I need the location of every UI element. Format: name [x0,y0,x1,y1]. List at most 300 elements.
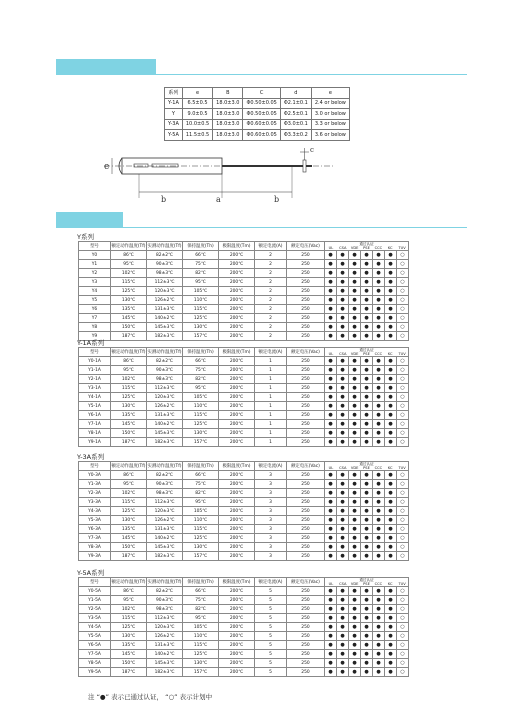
spec-row [79,650,409,659]
rated-voltage-cell: 250 [287,332,325,341]
spec-cell: 140±2℃ [147,420,183,429]
cert-approved-mark: ● [361,605,373,614]
cert-approved-mark: ● [385,332,397,341]
cert-icon: CSA [339,582,347,586]
cert-approved-mark: ● [385,489,397,498]
cert-approved-mark: ● [349,296,361,305]
cert-approved-mark: ● [349,438,361,447]
spec-cell: 157℃ [183,668,219,677]
cert-approved-mark: ● [337,411,349,420]
spec-cell: Y6-1A [79,411,111,420]
cert-approved-mark: ● [325,278,337,287]
cert-approved-mark: ● [349,489,361,498]
cert-planned-mark: ○ [397,605,409,614]
cert-approved-mark: ● [337,498,349,507]
spec-cell: 105℃ [183,287,219,296]
cert-approved-mark: ● [385,429,397,438]
dimension-header-row [165,88,350,99]
cert-approved-mark: ● [361,305,373,314]
spec-cell: Y3 [79,278,111,287]
cert-approved-mark: ● [385,525,397,534]
dimension-row [165,109,350,120]
rated-voltage-cell: 250 [287,659,325,668]
spec-cell: 157℃ [183,438,219,447]
cert-planned-mark: ○ [397,357,409,366]
spec-banner [56,212,123,228]
spec-cell: Y9 [79,332,111,341]
rated-current-cell: 2 [255,323,287,332]
spec-cell: 135℃ [111,641,147,650]
spec-row [79,623,409,632]
spec-row [79,668,409,677]
cert-approved-mark: ● [349,668,361,677]
cert-approved-mark: ● [349,614,361,623]
cert-approved-mark: ● [373,543,385,552]
spec-cell: Y4 [79,287,111,296]
cert-approved-mark: ● [385,287,397,296]
spec-cell: 95℃ [111,596,147,605]
rated-current-cell: 5 [255,659,287,668]
cert-approved-mark: ● [337,375,349,384]
spec-row [79,332,409,341]
cert-approved-mark: ● [325,525,337,534]
cert-approved-mark: ● [361,525,373,534]
cert-icon: UL [328,352,334,356]
cert-approved-mark: ● [325,614,337,623]
spec-cell: Y4-1A [79,393,111,402]
cert-approved-mark: ● [325,534,337,543]
cert-approved-mark: ● [385,507,397,516]
rated-current-cell: 2 [255,305,287,314]
cert-approved-mark: ● [385,471,397,480]
spec-cell: 150℃ [111,659,147,668]
spec-cell: 200℃ [219,251,255,260]
rated-voltage-cell: 250 [287,623,325,632]
cert-approved-mark: ● [385,296,397,305]
spec-cell: 115℃ [183,641,219,650]
spec-cell: 145±3℃ [147,429,183,438]
spec-cell: Y8 [79,323,111,332]
cert-planned-mark: ○ [397,552,409,561]
cert-approved-mark: ● [361,393,373,402]
spec-header-row [79,462,409,471]
rated-current-cell: 3 [255,525,287,534]
cert-planned-mark: ○ [397,332,409,341]
series-label: Y-5A系列 [77,569,105,577]
spec-cell: 145±3℃ [147,323,183,332]
series-label: Y-3A系列 [77,453,105,461]
rated-voltage-cell: 250 [287,260,325,269]
rated-voltage-cell: 250 [287,498,325,507]
cert-approved-mark: ● [349,393,361,402]
cert-header-label: 通过认证 [359,578,374,582]
rated-voltage-cell: 250 [287,375,325,384]
cert-planned-mark: ○ [397,623,409,632]
cert-planned-mark: ○ [397,614,409,623]
cert-approved-mark: ● [373,332,385,341]
column-header: 额定电流(A) [255,578,287,587]
rated-voltage-cell: 250 [287,251,325,260]
spec-cell: Y0 [79,251,111,260]
spec-cell: Y1-1A [79,366,111,375]
cert-approved-mark: ● [361,489,373,498]
cert-approved-mark: ● [349,543,361,552]
spec-header-row [79,242,409,251]
rated-current-cell: 2 [255,278,287,287]
rated-current-cell: 3 [255,516,287,525]
spec-cell: Y1 [79,260,111,269]
rated-voltage-cell: 250 [287,411,325,420]
cert-approved-mark: ● [373,623,385,632]
column-header: 额定电压(Vac) [287,242,325,251]
spec-cell: 187℃ [111,668,147,677]
cert-approved-mark: ● [373,384,385,393]
spec-cell: 135℃ [111,525,147,534]
spec-cell: 102℃ [111,489,147,498]
spec-cell: 200℃ [219,623,255,632]
spec-row [79,296,409,305]
spec-row [79,480,409,489]
spec-cell: 66℃ [183,251,219,260]
spec-cell: 112±3℃ [147,614,183,623]
rated-current-cell: 1 [255,411,287,420]
rated-voltage-cell: 250 [287,632,325,641]
spec-cell: Y8-3A [79,543,111,552]
spec-cell: 90±3℃ [147,260,183,269]
cert-icon: PSE [363,466,370,470]
cert-planned-mark: ○ [397,296,409,305]
cert-approved-mark: ● [373,525,385,534]
column-header: 额定动作温度(Tf) [111,242,147,251]
spec-cell: 125℃ [111,287,147,296]
cert-approved-mark: ● [337,357,349,366]
cert-approved-mark: ● [385,605,397,614]
cert-approved-mark: ● [337,314,349,323]
cert-approved-mark: ● [349,332,361,341]
spec-cell: 105℃ [183,623,219,632]
spec-cell: 66℃ [183,471,219,480]
cert-approved-mark: ● [385,366,397,375]
spec-cell: 75℃ [183,480,219,489]
cert-approved-mark: ● [337,296,349,305]
spec-cell: 200℃ [219,411,255,420]
cert-approved-mark: ● [385,534,397,543]
spec-cell: 130℃ [183,323,219,332]
cert-approved-mark: ● [325,260,337,269]
rated-voltage-cell: 250 [287,668,325,677]
cert-approved-mark: ● [361,402,373,411]
spec-row [79,438,409,447]
cert-approved-mark: ● [337,278,349,287]
dimension-cell: 2.4 or below [311,98,349,109]
rated-current-cell: 2 [255,296,287,305]
cert-approved-mark: ● [325,632,337,641]
rated-voltage-cell: 250 [287,596,325,605]
spec-cell: Y2 [79,269,111,278]
cert-approved-mark: ● [337,516,349,525]
spec-header-row [79,348,409,357]
cert-planned-mark: ○ [397,420,409,429]
rated-voltage-cell: 250 [287,278,325,287]
spec-cell: 125℃ [183,650,219,659]
cert-approved-mark: ● [385,543,397,552]
cert-planned-mark: ○ [397,587,409,596]
cert-approved-mark: ● [361,314,373,323]
spec-row [79,489,409,498]
cert-approved-mark: ● [349,552,361,561]
cert-approved-mark: ● [349,525,361,534]
rated-current-cell: 3 [255,471,287,480]
cert-approved-mark: ● [325,393,337,402]
spec-cell: 105℃ [183,507,219,516]
cert-approved-mark: ● [361,534,373,543]
spec-cell: 115℃ [183,411,219,420]
series-label: Y-1A系列 [77,339,105,347]
cert-approved-mark: ● [385,402,397,411]
cert-approved-mark: ● [385,552,397,561]
dimension-cell: Φ0.60±0.05 [243,119,280,130]
cert-planned-mark: ○ [397,366,409,375]
rated-voltage-cell: 250 [287,429,325,438]
spec-cell: 200℃ [219,641,255,650]
spec-cell: Y0-1A [79,357,111,366]
cert-icon: TUV [398,246,406,250]
cert-approved-mark: ● [325,411,337,420]
cert-approved-mark: ● [325,375,337,384]
rated-current-cell: 3 [255,552,287,561]
dimension-banner-line [151,74,467,75]
cert-approved-mark: ● [385,357,397,366]
spec-cell: 82℃ [183,375,219,384]
cert-approved-mark: ● [325,296,337,305]
cert-approved-mark: ● [373,587,385,596]
column-header: 额定电流(A) [255,462,287,471]
cert-approved-mark: ● [337,305,349,314]
cert-icon: UL [328,582,334,586]
column-header: 额定电压(Vac) [287,578,325,587]
cert-approved-mark: ● [361,438,373,447]
spec-cell: 82±2℃ [147,357,183,366]
dimension-cell: 3.3 or below [311,119,349,130]
spec-cell: 140±2℃ [147,534,183,543]
cert-planned-mark: ○ [397,668,409,677]
column-header: 额定动作温度(Tf) [111,462,147,471]
spec-row [79,659,409,668]
spec-row [79,498,409,507]
spec-cell: 125℃ [111,393,147,402]
cert-approved-mark: ● [337,323,349,332]
spec-cell: 126±2℃ [147,516,183,525]
spec-cell: 150℃ [111,543,147,552]
spec-cell: 112±3℃ [147,384,183,393]
rated-voltage-cell: 250 [287,366,325,375]
dimension-cell: Φ0.50±0.05 [243,98,280,109]
rated-voltage-cell: 250 [287,534,325,543]
column-header: 极限温度(Tm) [219,462,255,471]
cert-approved-mark: ● [349,357,361,366]
spec-cell: 126±2℃ [147,402,183,411]
cert-header-label: 通过认证 [359,462,374,466]
spec-cell: 157℃ [183,552,219,561]
spec-cell: Y4-5A [79,623,111,632]
spec-cell: Y7 [79,314,111,323]
cert-approved-mark: ● [337,552,349,561]
spec-cell: 86℃ [111,251,147,260]
spec-cell: 200℃ [219,366,255,375]
cert-planned-mark: ○ [397,269,409,278]
cert-approved-mark: ● [385,623,397,632]
spec-cell: 200℃ [219,480,255,489]
spec-cell: 115℃ [111,278,147,287]
cert-icon: CCC [374,352,383,356]
cert-approved-mark: ● [325,489,337,498]
cert-header [325,348,409,357]
rated-current-cell: 2 [255,269,287,278]
spec-cell: 200℃ [219,668,255,677]
cert-approved-mark: ● [325,420,337,429]
spec-cell: Y1-3A [79,480,111,489]
spec-cell: 145±3℃ [147,543,183,552]
spec-cell: 110℃ [183,516,219,525]
cert-approved-mark: ● [349,384,361,393]
spec-cell: Y7-5A [79,650,111,659]
spec-row [79,614,409,623]
cert-planned-mark: ○ [397,534,409,543]
column-header: 额定电压(Vac) [287,348,325,357]
cert-approved-mark: ● [361,375,373,384]
cert-approved-mark: ● [349,534,361,543]
cert-planned-mark: ○ [397,471,409,480]
rated-voltage-cell: 250 [287,605,325,614]
cert-approved-mark: ● [337,659,349,668]
cert-header-label: 通过认证 [359,348,374,352]
dimension-cell: Φ0.60±0.05 [243,130,280,141]
diagram-label-b-left: b [161,195,167,204]
rated-voltage-cell: 250 [287,543,325,552]
cert-approved-mark: ● [337,623,349,632]
spec-row [79,429,409,438]
spec-row [79,251,409,260]
rated-current-cell: 1 [255,420,287,429]
spec-cell: 120±3℃ [147,507,183,516]
column-header: 额定动作温度(Tf) [111,348,147,357]
spec-cell: Y7-1A [79,420,111,429]
cert-approved-mark: ● [373,393,385,402]
spec-cell: 200℃ [219,402,255,411]
cert-approved-mark: ● [325,269,337,278]
spec-cell: 98±3℃ [147,489,183,498]
spec-cell: 95℃ [111,366,147,375]
spec-table [78,347,409,447]
cert-planned-mark: ○ [397,438,409,447]
cert-planned-mark: ○ [397,596,409,605]
column-header: 保持温度(Th) [183,462,219,471]
cert-approved-mark: ● [361,480,373,489]
spec-cell: Y9-3A [79,552,111,561]
spec-row [79,471,409,480]
cert-approved-mark: ● [325,596,337,605]
cert-approved-mark: ● [325,668,337,677]
spec-row [79,393,409,402]
cert-approved-mark: ● [325,587,337,596]
cert-approved-mark: ● [337,587,349,596]
spec-row [79,543,409,552]
cert-approved-mark: ● [325,384,337,393]
cert-approved-mark: ● [325,357,337,366]
cert-approved-mark: ● [349,305,361,314]
cert-approved-mark: ● [361,357,373,366]
cert-approved-mark: ● [373,420,385,429]
legend-note: 注 “●” 表示已通过认证， “○” 表示计划中 [88,693,213,701]
cert-planned-mark: ○ [397,429,409,438]
cert-approved-mark: ● [361,659,373,668]
cert-icon: KC [387,466,393,470]
spec-cell: 200℃ [219,332,255,341]
spec-cell: 200℃ [219,516,255,525]
cert-approved-mark: ● [349,278,361,287]
rated-voltage-cell: 250 [287,641,325,650]
spec-cell: 115℃ [111,384,147,393]
spec-row [79,314,409,323]
cert-approved-mark: ● [361,552,373,561]
cert-approved-mark: ● [361,650,373,659]
cert-approved-mark: ● [373,366,385,375]
cert-approved-mark: ● [337,332,349,341]
spec-row [79,507,409,516]
spec-cell: 182±3℃ [147,332,183,341]
cert-approved-mark: ● [349,251,361,260]
dimension-cell: Φ3.3±0.2 [280,130,311,141]
spec-cell: 130℃ [183,543,219,552]
dimension-cell: Φ3.0±0.1 [280,119,311,130]
spec-cell: 200℃ [219,543,255,552]
cert-approved-mark: ● [385,375,397,384]
spec-cell: 150℃ [111,429,147,438]
cert-approved-mark: ● [385,516,397,525]
spec-cell: 125℃ [183,534,219,543]
cert-approved-mark: ● [385,498,397,507]
spec-row [79,287,409,296]
spec-cell: 200℃ [219,552,255,561]
spec-cell: 115℃ [183,305,219,314]
spec-cell: 200℃ [219,471,255,480]
column-header: 型号 [79,348,111,357]
spec-cell: 66℃ [183,357,219,366]
dimension-cell: 3.0 or below [311,109,349,120]
cert-icon: VDE [350,246,359,250]
spec-table [78,241,409,341]
cert-approved-mark: ● [373,507,385,516]
cert-planned-mark: ○ [397,411,409,420]
cert-approved-mark: ● [337,402,349,411]
dimension-cell: 18.0±3.0 [213,109,243,120]
spec-cell: 130℃ [111,402,147,411]
cert-approved-mark: ● [349,480,361,489]
diagram-label-a: a [216,195,221,204]
cert-icon: TUV [398,582,406,586]
spec-cell: 157℃ [183,332,219,341]
rated-current-cell: 2 [255,251,287,260]
cert-approved-mark: ● [349,596,361,605]
spec-cell: 102℃ [111,605,147,614]
spec-row [79,605,409,614]
spec-cell: Y5-5A [79,632,111,641]
spec-cell: 131±3℃ [147,411,183,420]
cert-approved-mark: ● [361,543,373,552]
spec-cell: 115℃ [111,498,147,507]
rated-current-cell: 1 [255,438,287,447]
spec-cell: 110℃ [183,632,219,641]
